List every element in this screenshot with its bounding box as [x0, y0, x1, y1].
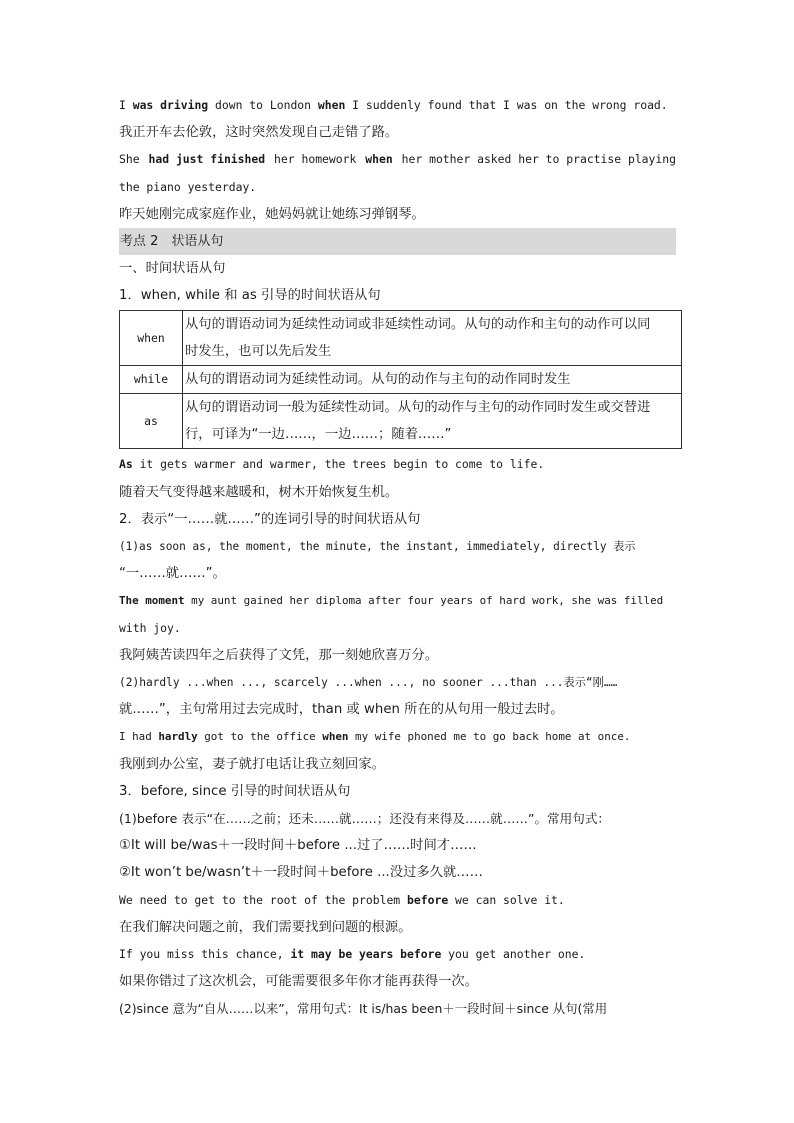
table-key: while — [120, 366, 183, 394]
rule-text: 就……”，主句常用过去完成时，than 或 when 所在的从句用一般过去时。 — [119, 702, 564, 718]
example-sentence: As it gets warmer and warmer, the trees begin to come to life. — [119, 457, 545, 472]
example-sentence: I had hardly got to the office when my wife phoned me to go back home at once. — [119, 730, 631, 744]
table-key: when — [120, 311, 183, 366]
table-desc: 从句的谓语动词一般为延续性动词。从句的动作与主句的动作同时发生或交替进 行，可译为“一边……，一边……；随着……” — [183, 394, 682, 449]
subheading: 3．before, since 引导的时间状语从句 — [119, 783, 351, 799]
table-key: as — [120, 394, 183, 449]
conjunction-table — [119, 310, 682, 449]
example-translation: 我刚到办公室，妻子就打电话让我立刻回家。 — [119, 756, 385, 772]
example-translation: 我正开车去伦敦，这时突然发现自己走错了路。 — [119, 125, 399, 141]
example-translation: 如果你错过了这次机会，可能需要很多年你才能再获得一次。 — [119, 974, 479, 990]
subheading: 2．表示“一……就……”的连词引导的时间状语从句 — [119, 511, 421, 527]
example-translation: 我阿姨苦读四年之后获得了文凭，那一刻她欣喜万分。 — [119, 647, 439, 663]
table-desc: 从句的谓语动词为延续性动词或非延续性动词。从句的动作和主句的动作可以同 时发生，也可以先后发生 — [183, 311, 682, 366]
document-page — [119, 92, 676, 1023]
example-sentence: I was driving down to London when I suddenly found that I was on the wrong road. — [119, 98, 668, 112]
table-row — [120, 366, 682, 394]
rule-pattern: ②It won’t be/wasn’t＋一段时间＋before ...没过多久就…… — [119, 865, 483, 881]
example-sentence: We need to get to the root of the problem before we can solve it. — [119, 892, 565, 907]
rule-text: “一……就……”。 — [119, 566, 226, 582]
rule-text: (1)before 表示“在……之前；还未……就……；还没有来得及……就……”。常用句式： — [119, 811, 611, 827]
rule-text: (2)since 意为“自从……以来”，常用句式：It is/has been＋一段时间＋since 从句(常用 — [119, 1001, 608, 1017]
rule-pattern: ①It will be/was＋一段时间＋before ...过了……时间才…… — [119, 838, 477, 854]
table-row — [120, 394, 682, 449]
example-sentence-continued: with joy. — [119, 620, 181, 635]
subheading: 1．when, while 和 as 引导的时间状语从句 — [119, 288, 381, 304]
section-header: 考点 2 状语从句 — [119, 228, 676, 255]
example-translation: 在我们解决问题之前，我们需要找到问题的根源。 — [119, 919, 412, 935]
heading: 一、时间状语从句 — [119, 261, 226, 277]
example-sentence-continued: the piano yesterday. — [119, 179, 257, 194]
table-desc: 从句的谓语动词为延续性动词。从句的动作与主句的动作同时发生 — [183, 366, 682, 394]
example-translation: 昨天她刚完成家庭作业，她妈妈就让她练习弹钢琴。 — [119, 206, 425, 222]
rule-text: (2)hardly ...when ..., scarcely ...when ..., no sooner ...than ...表示“刚…… — [119, 676, 618, 690]
example-sentence: If you miss this chance, it may be years before you get another one. — [119, 947, 586, 962]
table-row — [120, 311, 682, 366]
example-translation: 随着天气变得越来越暖和，树木开始恢复生机。 — [119, 484, 399, 500]
rule-text: (1)as soon as, the moment, the minute, the instant, immediately, directly 表示 — [119, 540, 636, 554]
example-sentence: She had just finished her homework when her mother asked her to practise playing — [119, 152, 676, 167]
example-sentence: The moment my aunt gained her diploma after four years of hard work, she was filled — [119, 594, 664, 608]
